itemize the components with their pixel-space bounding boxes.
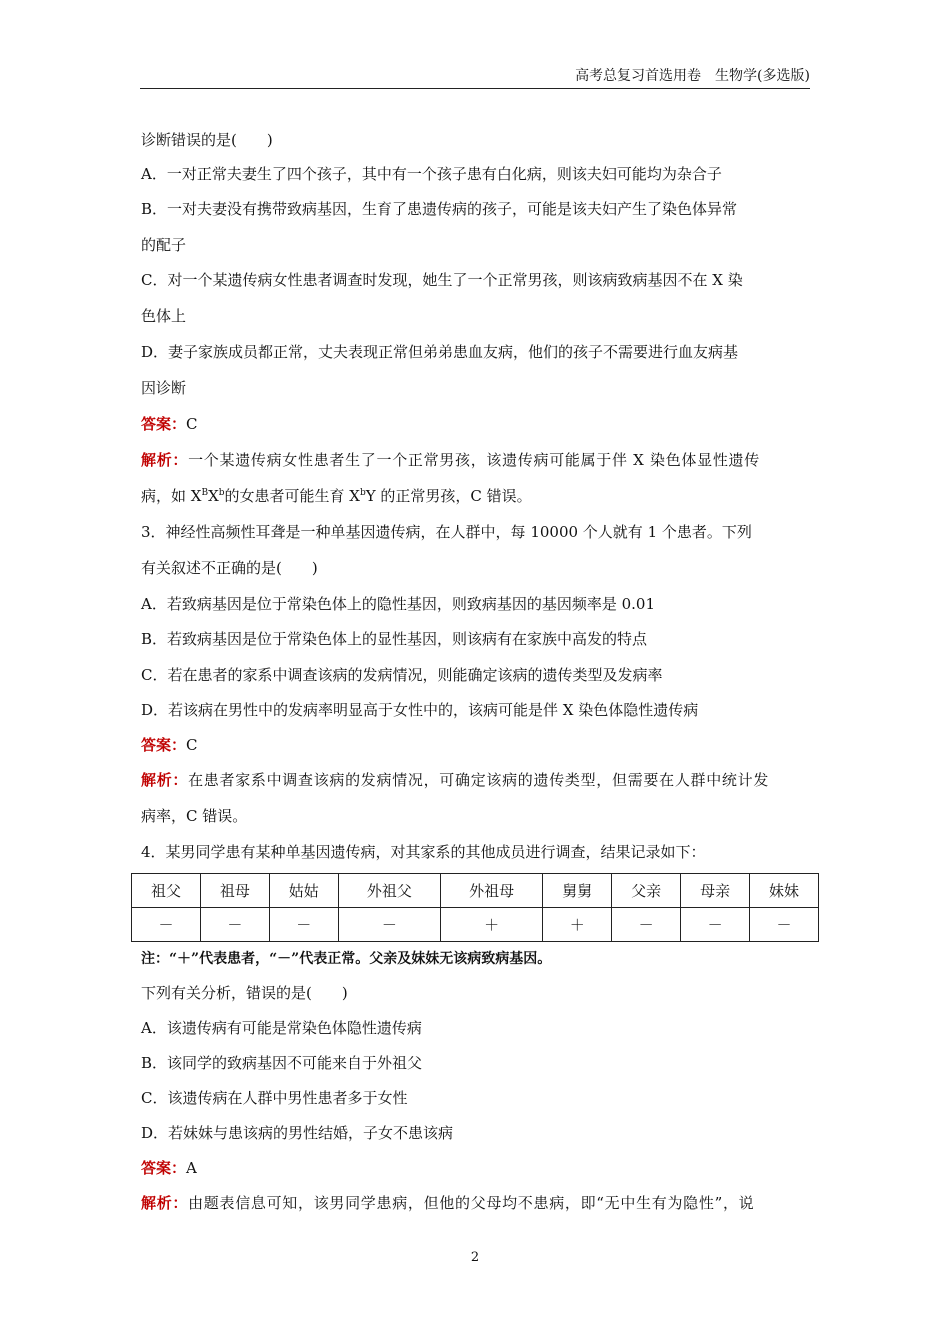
analysis-label: 解析： — [141, 1194, 189, 1212]
q2-option-b: B．一对夫妻没有携带致病基因，生育了患遗传病的孩子，可能是该夫妇产生了染色体异常 — [141, 200, 738, 218]
superscript: b — [218, 488, 225, 498]
table-header-cell: 外祖父 — [338, 874, 440, 908]
table-value-cell: ＋ — [441, 908, 543, 942]
q2-analysis — [141, 450, 811, 470]
q4-table-note — [141, 949, 811, 969]
q2-option-a: A．一对正常夫妻生了四个孩子，其中有一个孩子患有白化病，则该夫妇可能均为杂合子 — [141, 165, 722, 183]
table-value-cell: － — [338, 908, 440, 942]
analysis-text: 一个某遗传病女性患者生了一个正常男孩，该遗传病可能属于伴 X 染色体显性遗传 — [188, 451, 760, 469]
q3-answer — [141, 735, 811, 755]
q4-option-d: D．若妹妹与患该病的男性结婚，子女不患该病 — [141, 1124, 454, 1142]
note-label: 注： — [141, 951, 169, 967]
q2-option-b-cont: 的配子 — [141, 236, 187, 254]
table-header-cell: 妹妹 — [750, 874, 819, 908]
table-value-cell: － — [132, 908, 201, 942]
q4-answer — [141, 1158, 811, 1178]
table-value-cell: － — [269, 908, 338, 942]
table-header-row — [132, 874, 819, 908]
table-value-cell: － — [681, 908, 750, 942]
q2-option-c: C．对一个某遗传病女性患者调查时发现，她生了一个正常男孩，则该病致病基因不在 X 染 — [141, 271, 743, 289]
q3-option-c: C．若在患者的家系中调查该病的发病情况，则能确定该病的遗传类型及发病率 — [141, 666, 663, 684]
q3-analysis-cont: 病率，C 错误。 — [141, 807, 248, 825]
family-survey-table — [131, 873, 819, 942]
table-header-cell: 祖母 — [200, 874, 269, 908]
table-header-cell: 姑姑 — [269, 874, 338, 908]
q3-option-d: D．若该病在男性中的发病率明显高于女性中的，该病可能是伴 X 染色体隐性遗传病 — [141, 701, 699, 719]
analysis-label: 解析： — [141, 451, 189, 469]
table-header-cell: 外祖母 — [441, 874, 543, 908]
table-value-cell: － — [200, 908, 269, 942]
q4-option-a: A．该遗传病有可能是常染色体隐性遗传病 — [141, 1019, 422, 1037]
answer-label: 答案： — [141, 1159, 187, 1177]
q2-option-d-cont: 因诊断 — [141, 379, 187, 397]
page-number: 2 — [470, 1250, 480, 1265]
q2-option-d: D．妻子家族成员都正常，丈夫表现正常但弟弟患血友病，他们的孩子不需要进行血友病基 — [141, 343, 739, 361]
answer-value: C — [186, 736, 198, 754]
superscript: B — [201, 488, 209, 498]
table-value-cell: － — [750, 908, 819, 942]
q4-analysis — [141, 1193, 811, 1213]
table-header-cell: 祖父 — [132, 874, 201, 908]
superscript: b — [359, 488, 366, 498]
q3-option-a: A．若致病基因是位于常染色体上的隐性基因，则致病基因的基因频率是 0.01 — [141, 595, 656, 613]
q4-question: 下列有关分析，错误的是( ) — [141, 984, 348, 1002]
q2-option-c-cont: 色体上 — [141, 307, 187, 325]
q3-stem-cont: 有关叙述不正确的是( ) — [141, 559, 318, 577]
answer-value: A — [186, 1159, 197, 1177]
q4-stem: 4．某男同学患有某种单基因遗传病，对其家系的其他成员进行调查，结果记录如下： — [141, 843, 706, 861]
analysis-text: 的女患者可能生育 X — [224, 487, 360, 505]
q2-stem-tail: 诊断错误的是( ) — [141, 131, 273, 149]
analysis-text: 在患者家系中调查该病的发病情况，可确定该病的遗传类型，但需要在人群中统计发 — [188, 771, 770, 789]
analysis-text: 由题表信息可知，该男同学患病，但他的父母均不患病，即“无中生有为隐性”，说 — [188, 1194, 755, 1212]
q4-option-b: B．该同学的致病基因不可能来自于外祖父 — [141, 1054, 423, 1072]
table-header-cell: 父亲 — [612, 874, 681, 908]
table-value-row — [132, 908, 819, 942]
analysis-text: X — [208, 487, 219, 505]
running-header: 高考总复习首选用卷 生物学(多选版) — [140, 66, 810, 89]
table-header-cell: 母亲 — [681, 874, 750, 908]
table-header-cell: 舅舅 — [543, 874, 612, 908]
q3-stem: 3．神经性高频性耳聋是一种单基因遗传病，在人群中，每 10000 个人就有 1 个患者。下列 — [141, 523, 752, 541]
note-text: “＋”代表患者，“－”代表正常。父亲及妹妹无该病致病基因。 — [169, 951, 552, 967]
analysis-text: Y 的正常男孩，C 错误。 — [365, 487, 532, 505]
answer-label: 答案： — [141, 415, 187, 433]
q2-answer — [141, 414, 811, 434]
q3-option-b: B．若致病基因是位于常染色体上的显性基因，则该病有在家族中高发的特点 — [141, 630, 648, 648]
table-value-cell: ＋ — [543, 908, 612, 942]
analysis-text: 病，如 X — [141, 487, 202, 505]
q2-analysis-cont — [141, 486, 811, 506]
analysis-label: 解析： — [141, 771, 189, 789]
answer-label: 答案： — [141, 736, 187, 754]
q4-option-c: C．该遗传病在人群中男性患者多于女性 — [141, 1089, 408, 1107]
answer-value: C — [186, 415, 198, 433]
table-value-cell: － — [612, 908, 681, 942]
q3-analysis — [141, 770, 811, 790]
